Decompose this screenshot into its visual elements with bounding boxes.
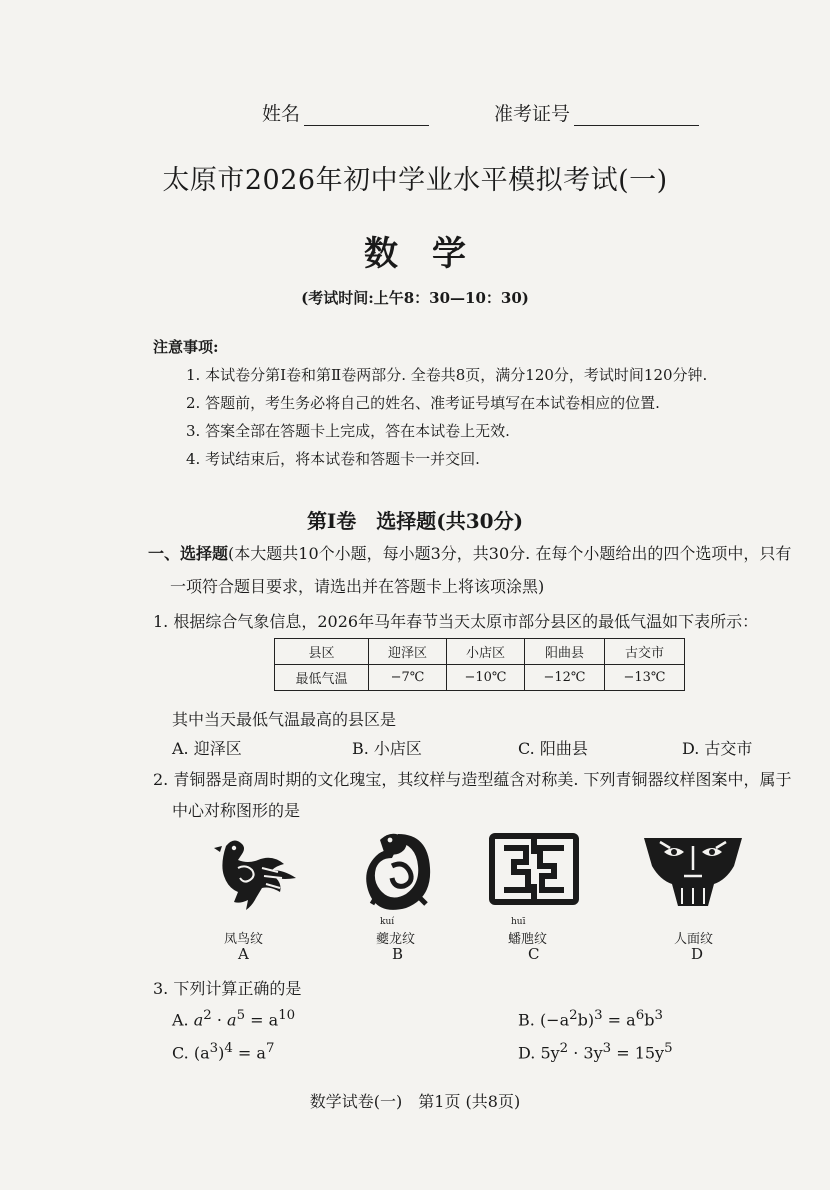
coiled-serpent-pattern-icon <box>488 832 580 906</box>
subject-title: 数学 <box>364 234 500 274</box>
notices-heading: 注意事项: <box>153 338 219 356</box>
table-cell: 阳曲县 <box>525 639 605 665</box>
figure-a-caption: 凤鸟纹 <box>224 932 264 947</box>
q3-option-a: A. $a^2 \cdot a^5 = a^{10}$ <box>172 1008 296 1030</box>
q3-option-c: C. $(a^3)^4 = a^7$ <box>172 1041 275 1063</box>
table-cell: −13℃ <box>605 665 685 691</box>
q2-stem-line2: 中心对称图形的是 <box>172 801 301 820</box>
phoenix-pattern-icon <box>212 832 304 916</box>
notice-item: 3. 答案全部在答题卡上完成，答在本试卷上无效. <box>186 422 510 440</box>
q1-option-b: B. 小店区 <box>352 739 422 758</box>
figure-a-letter: A <box>238 945 249 963</box>
table-row <box>275 639 685 665</box>
table-cell: −10℃ <box>447 665 525 691</box>
notice-item: 1. 本试卷分第Ⅰ卷和第Ⅱ卷两部分. 全卷共8页，满分120分，考试时间120分钟. <box>186 366 708 384</box>
notice-item: 4. 考试结束后，将本试卷和答题卡一并交回. <box>186 450 480 468</box>
q1-stem: 1. 根据综合气象信息，2026年马年春节当天太原市部分县区的最低气温如下表所示： <box>153 612 759 631</box>
section-title: 第Ⅰ卷 选择题(共30分) <box>306 509 524 533</box>
table-cell: −12℃ <box>525 665 605 691</box>
section-intro-line1: (本大题共10个小题，每小题3分，共30分. 在每个小题给出的四个选项中，只有 <box>228 544 792 563</box>
table-row <box>275 665 685 691</box>
q3-stem: 3. 下列计算正确的是 <box>153 979 302 998</box>
figure-b-caption: 夔龙纹 <box>376 932 416 947</box>
notice-item: 2. 答题前，考生务必将自己的姓名、准考证号填写在本试卷相应的位置. <box>186 394 660 412</box>
table-cell: 迎泽区 <box>369 639 447 665</box>
exam-title: 太原市2026年初中学业水平模拟考试(一) <box>162 165 668 196</box>
q1-question: 其中当天最低气温最高的县区是 <box>172 710 397 729</box>
section-label: 一、选择题 <box>148 544 229 563</box>
name-field <box>262 99 429 126</box>
exam-id-field <box>494 99 699 126</box>
name-label: 姓名 <box>262 103 301 125</box>
q1-option-a: A. 迎泽区 <box>172 739 242 758</box>
kui-dragon-pattern-icon <box>358 826 438 916</box>
figure-c-letter: C <box>528 945 540 963</box>
figure-b-ruby: kuí <box>380 917 395 927</box>
page-footer: 数学试卷(一) 第1页 (共8页) <box>309 1092 521 1111</box>
q3-option-d: D. $5y^2 \cdot 3y^3 = 15y^5$ <box>518 1041 673 1063</box>
exam-id-label: 准考证号 <box>494 103 571 125</box>
human-face-pattern-icon <box>642 832 744 912</box>
q1-option-d: D. 古交市 <box>682 739 753 758</box>
figure-c-caption: 蟠虺纹 <box>508 932 548 947</box>
figure-b-letter: B <box>392 945 404 963</box>
exam-time: (考试时间:上午8：30—10：30) <box>301 289 529 307</box>
q3-option-b: B. $(-a^2b)^3 = a^6b^3$ <box>518 1008 663 1030</box>
temperature-table <box>274 638 685 691</box>
figure-c-ruby: huī <box>511 917 526 927</box>
exam-id-blank <box>574 108 699 126</box>
table-cell: 小店区 <box>447 639 525 665</box>
section-intro <box>148 541 791 564</box>
section-intro-line2: 一项符合题目要求，请选出并在答题卡上将该项涂黑) <box>170 577 545 596</box>
figure-d-caption: 人面纹 <box>674 932 714 947</box>
table-header-cell: 最低气温 <box>275 665 369 691</box>
table-cell: −7℃ <box>369 665 447 691</box>
table-header-cell: 县区 <box>275 639 369 665</box>
name-blank <box>304 108 429 126</box>
q2-stem-line1: 2. 青铜器是商周时期的文化瑰宝，其纹样与造型蕴含对称美. 下列青铜器纹样图案中，属于 <box>153 770 792 789</box>
figure-d-letter: D <box>691 945 704 963</box>
q1-option-c: C. 阳曲县 <box>518 739 588 758</box>
table-cell: 古交市 <box>605 639 685 665</box>
